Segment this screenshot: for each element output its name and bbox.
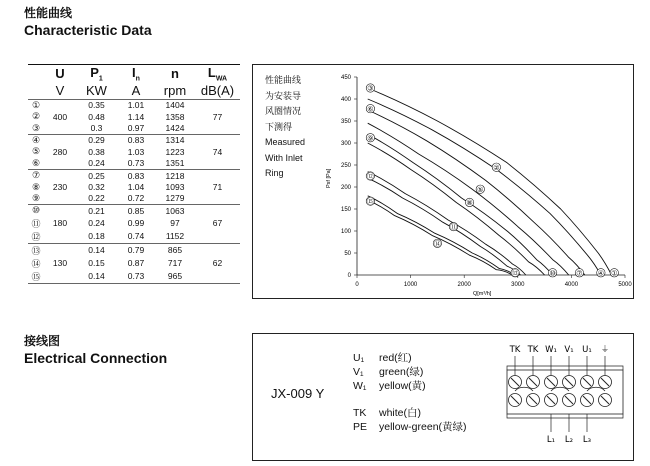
terminal-bottom-label: L₁ [546, 435, 556, 445]
speed-cell: 965 [167, 271, 183, 281]
characteristic-title-en: Characteristic Data [24, 22, 152, 38]
row-id: ⑩ [28, 205, 44, 217]
y-tick-label: 450 [340, 75, 351, 81]
row-id: ⑧ [31, 181, 41, 192]
speed-cell: 1093 [165, 182, 185, 193]
table-row [28, 270, 240, 284]
curve-label-text: ② [493, 163, 500, 172]
current-cell: 0.85 [117, 205, 155, 217]
header-subscript: n [135, 75, 140, 83]
sound-cell [195, 169, 240, 181]
current-cell: 0.83 [117, 169, 155, 181]
table-row [28, 230, 240, 244]
voltage-cell [44, 193, 76, 205]
note-line: 风圈情况 [265, 106, 302, 116]
voltage-cell [44, 230, 76, 244]
voltage-cell: 280 [52, 146, 68, 157]
sound-cell [195, 243, 240, 257]
power-cell: 0.18 [88, 231, 105, 241]
table-row [28, 193, 240, 205]
voltage-cell: 400 [52, 111, 68, 122]
sound-cell [195, 193, 240, 205]
y-tick-label: 150 [340, 207, 351, 213]
legend-code: W₁ [353, 380, 367, 392]
characteristic-chart [253, 65, 633, 298]
speed-cell: 1314 [155, 134, 195, 146]
table-row [28, 181, 240, 192]
note-line: 性能曲线 [265, 75, 302, 85]
curve-label [449, 222, 457, 231]
spec-table [28, 65, 240, 284]
curve-label [575, 269, 583, 278]
voltage-cell [44, 169, 76, 181]
table-row [28, 205, 240, 217]
row-id: ② [31, 111, 41, 122]
terminal-bottom-label: L₂ [564, 435, 574, 445]
power-cell: 0.15 [88, 258, 105, 268]
table-row [28, 169, 240, 181]
note-line: With Inlet [265, 152, 303, 163]
power-cell: 0.35 [76, 99, 117, 111]
table-row [28, 122, 240, 134]
spec-table-wrapper [28, 64, 240, 284]
voltage-cell [44, 158, 76, 170]
sound-cell: 67 [212, 218, 223, 228]
power-cell: 0.29 [76, 134, 117, 146]
electrical-title-cn: 接线图 [24, 334, 61, 348]
header-symbol-0 [44, 65, 76, 83]
voltage-cell [44, 270, 76, 284]
x-tick-label: 1000 [403, 282, 418, 288]
current-cell: 0.97 [127, 123, 145, 134]
electrical-box [252, 333, 634, 461]
curve-label [476, 185, 484, 194]
current-cell: 0.79 [117, 243, 155, 257]
curve-label-text: ⑬ [511, 269, 519, 278]
wire-legend [353, 350, 493, 433]
legend-desc: yellow-green(黄绿) [379, 421, 467, 433]
speed-cell: 1063 [155, 205, 195, 217]
speed-cell: 1424 [165, 123, 185, 134]
power-cell: 0.22 [88, 193, 105, 204]
curve-⑨ [368, 143, 545, 278]
current-cell: 1.04 [127, 182, 145, 193]
legend-row [353, 419, 493, 433]
power-cell: 0.14 [88, 271, 105, 281]
x-tick-label: 2000 [457, 282, 471, 288]
voltage-cell [44, 134, 76, 146]
curve-label [366, 104, 374, 113]
curve-label-text: ⑨ [367, 134, 374, 143]
header-symbol-text: P [90, 65, 99, 80]
speed-cell: 717 [167, 258, 183, 268]
sound-cell [195, 205, 240, 217]
curve-label-text: ⑭ [433, 239, 441, 248]
y-tick-label: 200 [340, 185, 351, 191]
header-symbol-2 [117, 65, 155, 83]
terminal-top-label: TK [509, 345, 521, 355]
voltage-cell [44, 99, 76, 111]
speed-cell: 1351 [165, 158, 185, 169]
header-symbol-text: n [171, 66, 179, 82]
y-tick-label: 50 [344, 251, 351, 257]
current-cell: 0.72 [127, 193, 145, 204]
row-id: ⑪ [31, 218, 41, 229]
curve-label [433, 239, 441, 248]
y-tick-label: 400 [340, 97, 351, 103]
header-symbol-text: I [132, 65, 136, 80]
curve-label [492, 163, 500, 172]
y-tick-label: 100 [340, 229, 351, 235]
header-unit-4: dB(A) [200, 83, 235, 99]
legend-row [353, 378, 493, 392]
curve-label-text: ④ [597, 269, 605, 278]
voltage-cell: 230 [52, 182, 68, 193]
note-line: Ring [265, 168, 284, 178]
x-axis-label: Q[m³/h] [473, 291, 492, 297]
current-cell: 1.03 [127, 146, 145, 157]
sound-cell [195, 134, 240, 146]
row-id: ⑦ [28, 169, 44, 181]
legend-desc: green(绿) [379, 366, 424, 378]
header-symbol-text: L [207, 65, 216, 80]
table-header-units [28, 83, 240, 100]
sound-cell [195, 122, 240, 134]
legend-desc: yellow(黄) [379, 380, 426, 392]
curve-label-text: ⑮ [366, 197, 374, 206]
sound-cell: 74 [212, 146, 223, 157]
note-line: 下测得 [265, 121, 293, 132]
header-symbol-text: U [55, 66, 65, 82]
table-row [28, 111, 240, 122]
legend-code: TK [353, 407, 367, 419]
voltage-cell [44, 205, 76, 217]
curve-label-text: ⑧ [466, 199, 473, 207]
sound-cell [195, 230, 240, 244]
curve-label-text: ① [611, 269, 618, 278]
speed-cell: 1404 [155, 99, 195, 111]
header-symbol-3 [155, 65, 195, 83]
row-id: ⑤ [31, 146, 41, 157]
curve-label-text: ⑤ [477, 185, 484, 194]
legend-desc: white(白) [379, 407, 422, 419]
note-line: Measured [265, 137, 306, 147]
row-id: ⑥ [31, 157, 41, 168]
curve-⑪ [368, 172, 526, 278]
table-row [28, 217, 240, 230]
y-tick-label: 350 [340, 119, 351, 125]
sound-cell [195, 270, 240, 284]
current-cell: 0.99 [127, 218, 145, 228]
curve-label [366, 197, 374, 206]
voltage-cell [44, 122, 76, 134]
speed-cell: 1279 [165, 193, 185, 204]
row-id: ③ [31, 122, 41, 133]
curve-label-text: ⑫ [366, 172, 374, 181]
table-row [28, 243, 240, 257]
table-bottom-rule [28, 283, 240, 284]
current-cell: 1.14 [127, 111, 145, 122]
current-cell: 0.83 [117, 134, 155, 146]
header-symbol-1 [76, 65, 117, 83]
x-tick-label: 5000 [618, 282, 632, 288]
curve-label-text: ⑪ [449, 223, 457, 232]
power-cell: 0.24 [88, 218, 105, 228]
terminal-top-label: U₁ [582, 345, 592, 355]
legend-desc: red(红) [379, 352, 412, 364]
x-tick-label: 4000 [564, 282, 579, 288]
curve-label [366, 172, 374, 181]
power-cell: 0.21 [76, 205, 117, 217]
sound-cell: 77 [212, 111, 223, 122]
header-unit-3: rpm [163, 83, 187, 99]
curve-label [465, 198, 473, 207]
characteristic-title-cn: 性能曲线 [24, 6, 73, 20]
speed-cell: 1223 [165, 146, 185, 157]
y-axis-label: Psf [Pa] [326, 168, 332, 188]
table-row [28, 257, 240, 270]
terminal-top-label: W₁ [545, 345, 557, 355]
power-cell: 0.25 [76, 169, 117, 181]
sound-cell: 71 [212, 182, 223, 193]
header-unit-2: A [131, 83, 141, 99]
header-symbol-4 [195, 65, 240, 83]
model-label: JX-009 Y [271, 386, 325, 401]
voltage-cell [44, 243, 76, 257]
chart-box [252, 64, 634, 299]
curve-label [597, 269, 605, 278]
header-subscript: 1 [98, 75, 103, 83]
y-tick-label: 250 [340, 163, 351, 169]
header-subscript: WA [215, 75, 228, 83]
legend-code: PE [353, 421, 368, 433]
speed-cell: 1358 [165, 111, 185, 122]
x-tick-label: 3000 [511, 282, 525, 288]
curve-label [511, 268, 519, 277]
curve-label-text: ⑩ [549, 269, 556, 278]
row-id: ⑭ [31, 258, 41, 269]
x-tick-label: 0 [355, 282, 359, 288]
legend-code: U₁ [353, 352, 365, 364]
current-cell: 0.74 [127, 231, 145, 241]
curve-⑭ [368, 196, 515, 275]
table-row [28, 99, 240, 111]
speed-cell: 865 [155, 243, 195, 257]
curve-label [366, 84, 374, 93]
table-row [28, 134, 240, 146]
curve-⑮ [368, 200, 513, 275]
legend-row [353, 350, 493, 364]
curve-label [366, 134, 374, 143]
row-id: ① [28, 99, 44, 111]
power-cell: 0.38 [88, 146, 105, 157]
current-cell: 0.87 [127, 258, 145, 268]
power-cell: 0.32 [88, 182, 105, 193]
sound-cell [195, 99, 240, 111]
sound-cell [195, 158, 240, 170]
table-row [28, 146, 240, 157]
table-header-symbols [28, 65, 240, 83]
terminal-top-label: TK [527, 345, 539, 355]
terminal-top-label: V₁ [564, 345, 574, 355]
curve-label-text: ⑦ [576, 269, 583, 278]
power-cell: 0.48 [88, 111, 105, 122]
speed-cell: 97 [170, 218, 180, 228]
table-row [28, 158, 240, 170]
curve-label-text: ③ [367, 84, 374, 93]
power-cell: 0.24 [88, 158, 105, 169]
row-id: ⑫ [31, 231, 41, 242]
header-unit-0: V [55, 83, 65, 99]
voltage-cell: 130 [52, 258, 68, 268]
power-cell: 0.3 [90, 123, 103, 134]
sound-cell: 62 [212, 258, 223, 268]
electrical-title-en: Electrical Connection [24, 350, 168, 366]
header-unit-1: KW [86, 83, 107, 99]
terminal-top-label: ⏚ [600, 345, 610, 355]
curve-label-text: ⑥ [367, 105, 374, 114]
curve-label [548, 269, 556, 278]
current-cell: 1.01 [117, 99, 155, 111]
terminal-rail [507, 366, 623, 418]
terminal-block-diagram [503, 342, 629, 454]
row-id: ⑮ [31, 271, 41, 282]
voltage-cell: 180 [52, 218, 68, 228]
row-id: ④ [28, 134, 44, 146]
current-cell: 0.73 [127, 271, 145, 281]
row-id: ⑨ [31, 192, 41, 203]
terminal-bottom-label: L₃ [582, 435, 592, 445]
speed-cell: 1152 [165, 231, 185, 241]
row-id: ⑬ [28, 243, 44, 257]
legend-code: V₁ [353, 366, 364, 378]
power-cell: 0.14 [76, 243, 117, 257]
speed-cell: 1218 [155, 169, 195, 181]
y-tick-label: 300 [340, 141, 351, 147]
legend-row [353, 405, 493, 419]
current-cell: 0.73 [127, 158, 145, 169]
note-line: 为安装导 [265, 90, 302, 101]
y-tick-label: 0 [347, 273, 351, 279]
legend-row [353, 364, 493, 378]
curve-label [610, 269, 618, 278]
